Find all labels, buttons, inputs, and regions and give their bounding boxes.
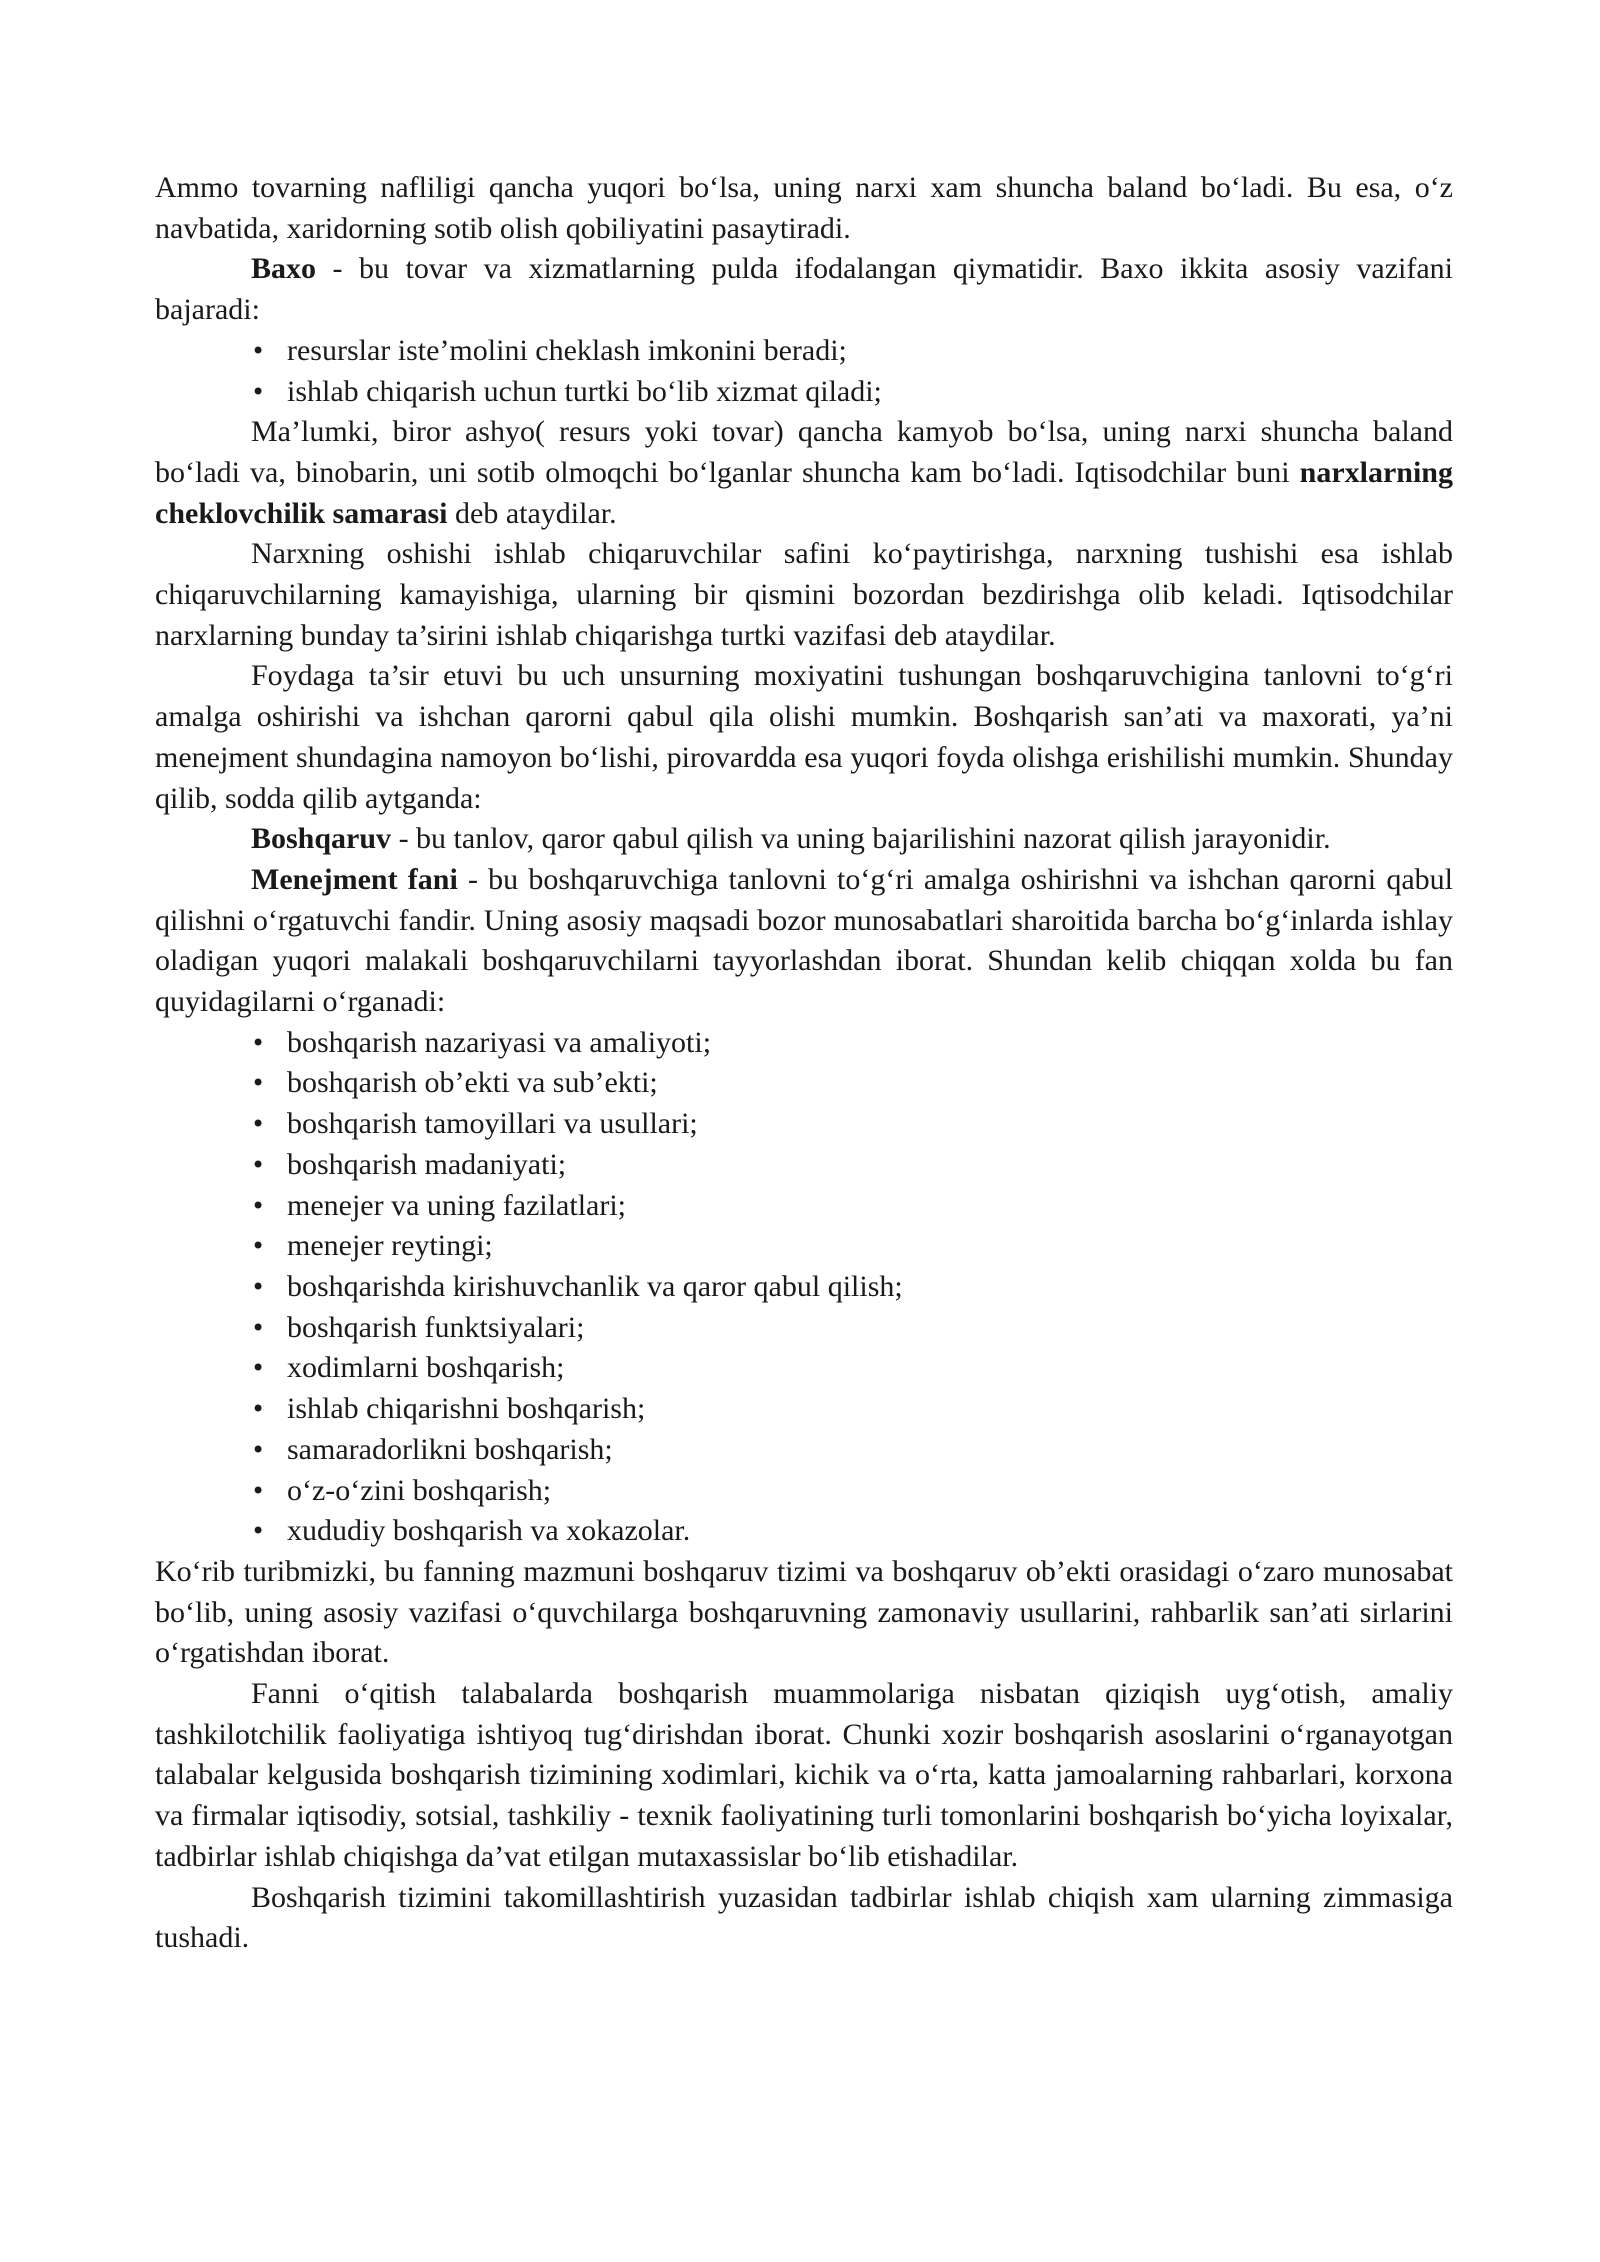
list-item: • ishlab chiqarishni boshqarish; [251, 1389, 1453, 1430]
term-narxlarning-cheklovchilik-samarasi: narxlarning cheklovchilik samarasi [155, 455, 1453, 530]
bullet-icon: • [251, 1069, 266, 1098]
list-item: • boshqarish funktsiyalari; [251, 1308, 1453, 1349]
paragraph-baxo-definition [155, 249, 1453, 330]
list-item: • boshqarish madaniyati; [251, 1145, 1453, 1186]
list-item: • menejer reytingi; [251, 1226, 1453, 1267]
bullet-icon: • [251, 1395, 266, 1424]
term-boshqaruv: Boshqaruv [251, 822, 392, 856]
bullet-icon: • [251, 1354, 266, 1383]
baxo-definition-text: - bu tovar va xizmatlarning pulda ifodalangan qiymatidir. Baxo ikkita asosiy vazifani bajaradi: [155, 252, 1453, 327]
bullet-icon: • [251, 377, 266, 406]
bullet-icon: • [251, 1110, 266, 1139]
paragraph-profit-effect: Foydaga ta’sir etuvi bu uch unsurning moxiyatini tushungan boshqaruvchigina tanlovni to‘g‘ri amalga oshirishi va ishchan qarorni qabul qila olishi mumkin. Boshqarish san’ati va maxorati, ya’ni menejment shundagina namoyon bo‘lishi, pirovardda esa yuqori foyda olishga erishilishi mumkin. Shunday qilib, sodda qilib aytganda: [155, 659, 1453, 815]
paragraph-scarcity: Ma’lumki, biror ashyo( resurs yoki tovar) qancha kamyob bo‘lsa, uning narxi shuncha baland bo‘ladi va, binobarin, uni sotib olmoqchi bo‘lganlar shuncha kam bo‘ladi. Iqtisodchilar buni narxlarning cheklovchilik samarasi deb ataydilar. [155, 415, 1453, 530]
paragraph-1-text: Ammo tovarning nafliligi qancha yuqori bo‘lsa, uning narxi xam shuncha baland bo‘ladi. Bu esa, o‘z navbatida, xaridorning sotib olish qobiliyatini pasaytiradi. [155, 171, 1453, 245]
paragraph-teaching-goal: Fanni o‘qitish talabalarda boshqarish muammolariga nisbatan qiziqish uyg‘otish, amaliy tashkilotchilik faoliyatiga ishtiyoq tug‘dirishdan iborat. Chunki xozir boshqarish asoslarini o‘rganayotgan talabalar kelgusida boshqarish tizimining xodimlari, kichik va o‘rta, katta jamoalarning rahbarlari, korxona va firmalar iqtisodiy, sotsial, tashkiliy - texnik faoliyatining turli tomonlarini boshqarish bo‘yicha loyixalar, tadbirlar ishlab chiqishga da’vat etilgan mutaxassislar bo‘lib etishadilar. [155, 1677, 1453, 1873]
bullet-icon: • [251, 1191, 266, 1220]
bullet-icon: • [251, 1232, 266, 1261]
term-menejment-fani: Menejment fani [251, 862, 458, 896]
paragraph-boshqaruv-definition: Boshqaruv - bu tanlov, qaror qabul qilish va uning bajarilishini nazorat qilish jarayonidir. [251, 822, 1331, 856]
document-page [155, 168, 1453, 1959]
baxo-functions-list [155, 331, 1453, 412]
paragraph-1 [155, 168, 1453, 249]
paragraph-menejment-fani-definition: Menejment fani - bu boshqaruvchiga tanlovni to‘g‘ri amalga oshirishni va ishchan qarorni qabul qilishni o‘rgatuvchi fandir. Uning asosiy maqsadi bozor munosabatlari sharoitida barcha bo‘g‘inlarda ishlay oladigan yuqori malakali boshqaruvchilarni tayyorlashdan iborat. Shundan kelib chiqqan xolda bu fan quyidagilarni o‘rganadi: [155, 862, 1453, 1019]
term-baxo: Baxo [251, 252, 317, 286]
list-item: • boshqarish ob’ekti va sub’ekti; [251, 1063, 1453, 1104]
list-item: • samaradorlikni boshqarish; [251, 1430, 1453, 1471]
bullet-icon: • [251, 1476, 266, 1505]
paragraph-course-content: Ko‘rib turibmizki, bu fanning mazmuni boshqaruv tizimi va boshqaruv ob’ekti orasidagi o‘zaro munosabat bo‘lib, uning asosiy vazifasi o‘quvchilarga boshqaruvning zamonaviy usullarini, rahbarlik san’ati sirlarini o‘rgatishdan iborat. [155, 1554, 1453, 1670]
bullet-icon: • [251, 336, 266, 365]
bullet-icon: • [251, 1435, 266, 1464]
bullet-icon: • [251, 1272, 266, 1301]
list-item: • boshqarishda kirishuvchanlik va qaror qabul qilish; [251, 1267, 1453, 1308]
bullet-icon: • [251, 1517, 266, 1546]
list-item: • boshqarish nazariyasi va amaliyoti; [251, 1023, 1453, 1064]
topics-list [155, 1023, 1453, 1552]
paragraph-closing: Boshqarish tizimini takomillashtirish yuzasidan tadbirlar ishlab chiqish xam ularning zimmasiga tushadi. [155, 1880, 1453, 1955]
bullet-icon: • [251, 1028, 266, 1057]
list-item: • resurslar iste’molini cheklash imkonini beradi; [251, 331, 1453, 372]
list-item: • xududiy boshqarish va xokazolar. [251, 1511, 1453, 1552]
list-item: • ishlab chiqarish uchun turtki bo‘lib xizmat qiladi; [251, 372, 1453, 413]
paragraph-price-increase: Narxning oshishi ishlab chiqaruvchilar safini ko‘paytirishga, narxning tushishi esa ishlab chiqaruvchilarning kamayishiga, ularning bir qismini bozordan bezdirishga olib keladi. Iqtisodchilar narxlarning bunday ta’sirini ishlab chiqarishga turtki vazifasi deb ataydilar. [155, 537, 1453, 652]
bullet-icon: • [251, 1150, 266, 1179]
bullet-icon: • [251, 1313, 266, 1342]
list-item: • boshqarish tamoyillari va usullari; [251, 1104, 1453, 1145]
list-item: • o‘z-o‘zini boshqarish; [251, 1471, 1453, 1512]
list-item: • menejer va uning fazilatlari; [251, 1186, 1453, 1227]
list-item: • xodimlarni boshqarish; [251, 1348, 1453, 1389]
